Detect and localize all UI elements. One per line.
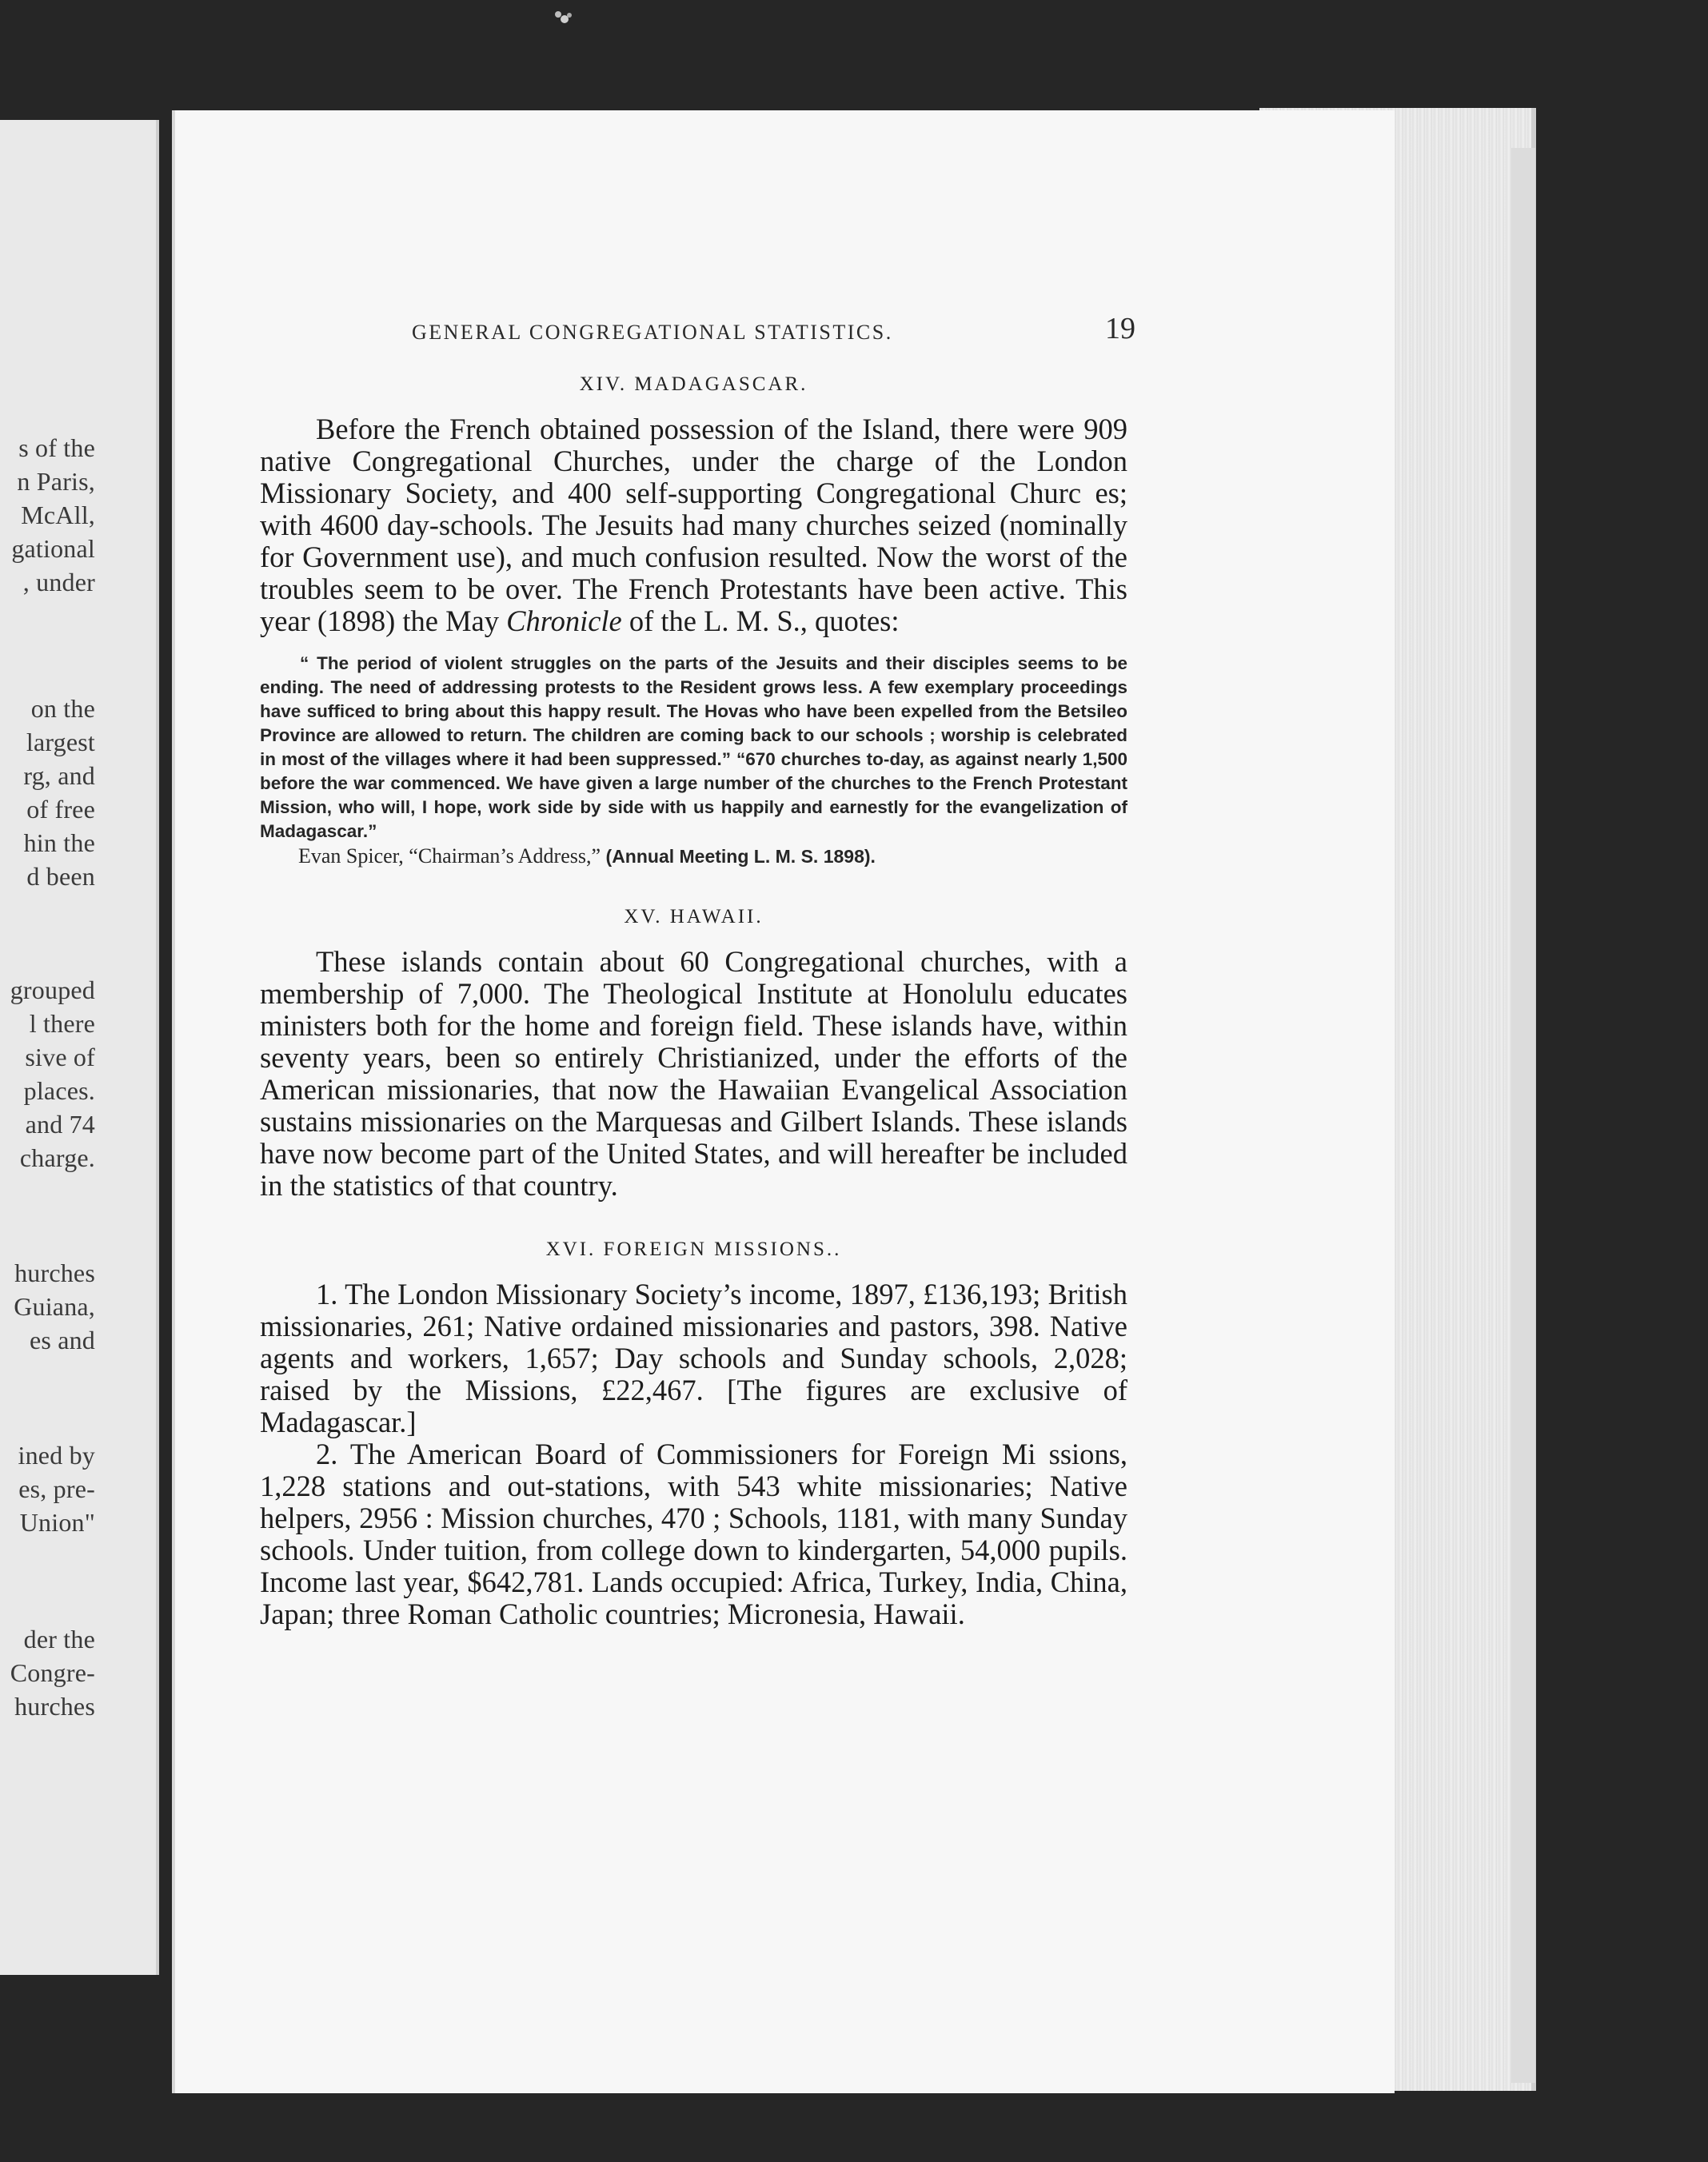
left-page-fragment: hurches [14,1259,95,1287]
foreign-missions-item-1: 1. The London Missionary Society’s income, 1897, £136,193; British missionaries, 261; Native ordained missionaries and pastors, 398. Native agents and workers, 1,657; Day schools and Sunday schools, 2,028; raised by the Missions, £22,467. [The figures are exclusive of Madagascar.] [260,1278,1127,1438]
section-heading-madagascar: XIV. MADAGASCAR. [579,373,808,395]
left-page-fragment: hurches [14,1692,95,1721]
left-page-fragment: l there [29,1009,95,1038]
left-page-fragment: places. [23,1076,95,1105]
left-page-fragment: McAll, [21,501,95,529]
madagascar-text-before: Before the French obtained possession of the Island, there were 909 native Congregational Churches, under the charge of the London Missionary Society, and 400 self-supporting Congregational Churc es; with 4600 day-schools. The Jesuits had many churches seized (nominally for Government use), and much confusion resulted. Now the worst of the troubles seem to be over. The French Protestants have been active. This year (1898) the May [260,413,1127,637]
left-page-fragment: on the [30,694,95,723]
left-page-fragment: largest [26,728,95,756]
section-heading-foreign-missions: XVI. FOREIGN MISSIONS.. [545,1239,842,1260]
left-page-fragment: of free [26,795,95,824]
left-page-fragment: grouped [10,975,95,1004]
attribution-name: Evan Spicer, “Chairman’s Address,” [298,844,601,868]
left-page-fragment: es and [29,1326,95,1354]
left-page-fragment: rg, and [23,761,95,790]
left-page-fragment: es, pre- [18,1474,95,1503]
madagascar-paragraph [260,413,1127,637]
page-content [260,312,1135,1630]
left-page-fragment: ined by [18,1441,95,1470]
left-page-fragment: s of the [18,433,95,462]
madagascar-quotation: “ The period of violent struggles on the parts of the Jesuits and their disciples seems to be ending. The need of addressing protests to the Resident grows less. A few exemplary proceedings have sufficed to bring about this happy result. The Hovas who have been expelled from the Betsileo Province are allowed to return. The children are coming back to our schools ; worship is celebrated in most of the villages where it had been suppressed.” “670 churches to-day, as against nearly 1,500 before the war commenced. We have given a large number of the churches to the French Protestant Mission, who will, I hope, work side by side with us happily and earnestly for the evangelization of Madagascar.” [260,653,1127,841]
running-head [260,312,1135,348]
left-page-fragment: der the [23,1625,95,1653]
left-page-fragment: n Paris, [17,467,95,496]
left-page-fragment: hin the [23,828,95,857]
section-heading-hawaii: XV. HAWAII. [624,906,764,927]
left-page-fragment: and 74 [25,1110,95,1139]
attribution-source: (Annual Meeting L. M. S. 1898). [605,846,876,867]
page-fore-edge-shadow [1511,148,1535,2083]
left-page-fragment: gational [11,534,95,563]
hawaii-paragraph: These islands contain about 60 Congregational churches, with a membership of 7,000. The Theological Institute at Honolulu educates ministers both for the home and foreign field. These islands have, within seventy years, been so entirely Christianized, under the efforts of the American missionaries, that now the Hawaiian Evangelical Association sustains missionaries on the Marquesas and Gilbert Islands. These islands have now become part of the United States, and will hereafter be included in the statistics of that country. [260,945,1127,1202]
running-head-title: GENERAL CONGREGATIONAL STATISTICS. [412,321,893,344]
left-facing-page [0,120,159,1975]
left-page-fragment: charge. [19,1143,95,1172]
left-page-fragment: Congre- [10,1658,95,1687]
left-page-fragment: Union" [19,1508,95,1537]
left-page-fragment: sive of [25,1043,95,1071]
left-page-fragment: d been [26,862,95,891]
madagascar-text-after: of the L. M. S., quotes: [629,604,900,637]
left-page-fragment: Guiana, [14,1292,95,1321]
left-page-fragment: , under [22,568,95,596]
madagascar-italic-title: Chronicle [506,604,622,637]
foreign-missions-item-2: 2. The American Board of Commissioners for Foreign Mi ssions, 1,228 stations and out-stations, with 543 white missionaries; Native helpers, 2956 : Mission churches, 470 ; Schools, 1181, with many Sunday schools. Under tuition, from college down to kindergarten, 54,000 pupils. Income last year, $642,781. Lands occupied: Africa, Turkey, India, China, Japan; three Roman Catholic countries; Micronesia, Hawaii. [260,1438,1127,1630]
dust-speck-icon [552,8,576,32]
quotation-attribution [298,844,1127,869]
page-number: 19 [1105,312,1135,345]
